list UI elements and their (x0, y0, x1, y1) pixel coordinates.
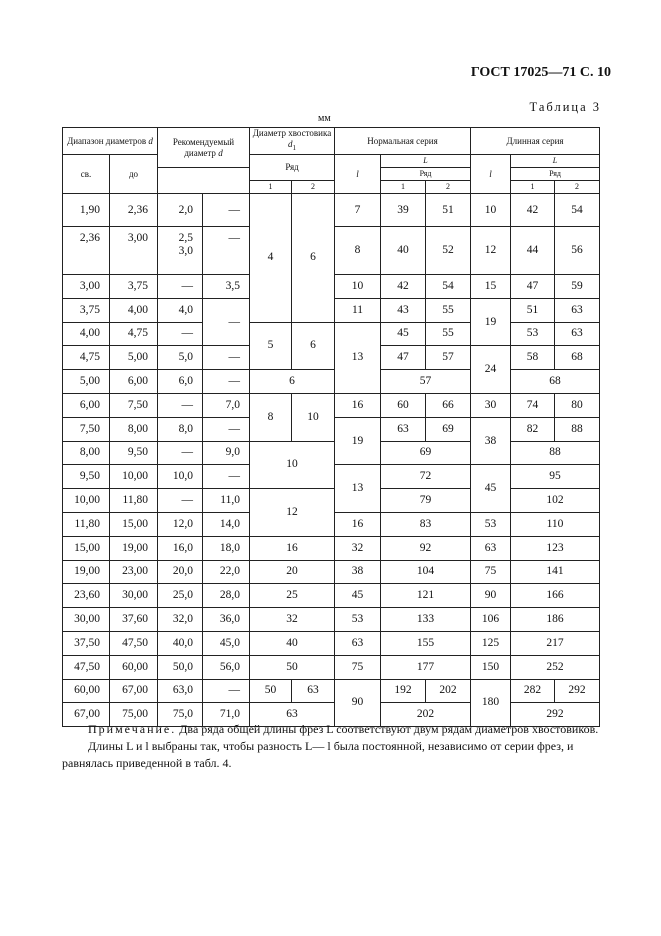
cell-rec2: 18,0 (203, 536, 250, 560)
cell-l-normal: 13 (335, 465, 381, 513)
cell-L1-long: 58 (511, 346, 555, 370)
cell-to: 3,75 (110, 275, 158, 299)
cell-l-long: 53 (471, 512, 511, 536)
dimensions-table (62, 127, 600, 727)
table-row (63, 631, 600, 655)
cell-L2-normal: 202 (426, 679, 471, 703)
cell-L2-normal: 69 (426, 417, 471, 441)
cell-rec2: 3,5 (203, 275, 250, 299)
cell-L-normal: 155 (381, 631, 471, 655)
cell-L2-long: 54 (555, 194, 600, 227)
cell-rec1: 5,0 (158, 346, 203, 370)
cell-L1-long: 53 (511, 322, 555, 346)
cell-L-long: 292 (511, 703, 600, 727)
cell-l-long: 30 (471, 393, 511, 417)
cell-rec1: 63,0 (158, 679, 203, 703)
cell-l-long: 15 (471, 275, 511, 299)
cell-l-normal: 19 (335, 417, 381, 465)
cell-rec1: 16,0 (158, 536, 203, 560)
cell-rec1: 8,0 (158, 417, 203, 441)
cell-l-normal: 16 (335, 393, 381, 417)
cell-l-long: 63 (471, 536, 511, 560)
cell-to: 47,50 (110, 631, 158, 655)
cell-L-normal: 72 (381, 465, 471, 489)
col-recommended-empty (158, 168, 250, 194)
cell-rec1: 50,0 (158, 655, 203, 679)
cell-from: 8,00 (63, 441, 110, 465)
cell-from: 4,00 (63, 322, 110, 346)
cell-L1-normal: 47 (381, 346, 426, 370)
cell-rec1: — (158, 489, 203, 513)
cell-to: 2,36 (110, 194, 158, 227)
cell-shank-1: 8 (250, 393, 292, 441)
table-row (63, 194, 600, 227)
unit-label: мм (318, 113, 331, 124)
cell-L-normal: 69 (381, 441, 471, 465)
cell-rec2: — (203, 417, 250, 441)
cell-L2-normal: 55 (426, 322, 471, 346)
table-caption: Таблица 3 (529, 100, 601, 114)
cell-l-normal: 13 (335, 322, 381, 393)
cell-L2-long: 292 (555, 679, 600, 703)
col-normal-row: Ряд (381, 168, 471, 181)
cell-rec1: 20,0 (158, 560, 203, 584)
cell-from: 37,50 (63, 631, 110, 655)
cell-L1-normal: 39 (381, 194, 426, 227)
cell-L-normal: 83 (381, 512, 471, 536)
cell-from: 23,60 (63, 584, 110, 608)
cell-l-normal: 7 (335, 194, 381, 227)
cell-L-long: 88 (511, 441, 600, 465)
col-shank-row-1: 1 (250, 181, 292, 194)
col-normal-row-1: 1 (381, 181, 426, 194)
col-long-row: Ряд (511, 168, 600, 181)
cell-rec2: 22,0 (203, 560, 250, 584)
table-row (63, 441, 600, 465)
col-to: до (110, 155, 158, 194)
cell-L1-long: 51 (511, 298, 555, 322)
col-l-normal: l (335, 155, 381, 194)
cell-L2-long: 88 (555, 417, 600, 441)
cell-L-long: 141 (511, 560, 600, 584)
col-l-long: l (471, 155, 511, 194)
col-L-normal: L (381, 155, 471, 168)
cell-L-long: 123 (511, 536, 600, 560)
note-line-1: Примечание. Два ряда общей длины фрез L соответствуют двум рядам диаметров хвостовиков. (88, 722, 599, 736)
cell-from: 3,75 (63, 298, 110, 322)
cell-l-normal: 38 (335, 560, 381, 584)
cell-from: 3,00 (63, 275, 110, 299)
cell-L2-long: 80 (555, 393, 600, 417)
cell-l-long: 90 (471, 584, 511, 608)
cell-shank: 20 (250, 560, 335, 584)
cell-L-normal: 92 (381, 536, 471, 560)
cell-to: 75,00 (110, 703, 158, 727)
cell-L1-normal: 42 (381, 275, 426, 299)
cell-rec1: — (158, 441, 203, 465)
cell-shank: 63 (250, 703, 335, 727)
page-header: ГОСТ 17025—71 С. 10 (470, 65, 611, 80)
cell-L2-normal: 55 (426, 298, 471, 322)
cell-L-long: 95 (511, 465, 600, 489)
cell-L2-normal: 54 (426, 275, 471, 299)
cell-to: 23,00 (110, 560, 158, 584)
cell-rec1: 4,0 (158, 298, 203, 322)
cell-l-long: 75 (471, 560, 511, 584)
cell-L-long: 252 (511, 655, 600, 679)
cell-l-long: 150 (471, 655, 511, 679)
cell-from: 30,00 (63, 608, 110, 632)
table-row (63, 393, 600, 417)
cell-l-long: 125 (471, 631, 511, 655)
cell-L-long: 186 (511, 608, 600, 632)
cell-L1-long: 82 (511, 417, 555, 441)
cell-l-long: 38 (471, 417, 511, 465)
cell-shank: 40 (250, 631, 335, 655)
cell-shank: 12 (250, 489, 335, 537)
cell-from: 47,50 (63, 655, 110, 679)
cell-shank-2: 6 (292, 194, 335, 323)
cell-L-normal: 133 (381, 608, 471, 632)
cell-rec2: 36,0 (203, 608, 250, 632)
cell-to: 9,50 (110, 441, 158, 465)
cell-shank-1: 50 (250, 679, 292, 703)
cell-shank: 32 (250, 608, 335, 632)
cell-L1-long: 47 (511, 275, 555, 299)
cell-to: 6,00 (110, 370, 158, 394)
cell-to: 4,00 (110, 298, 158, 322)
cell-from: 1,90 (63, 194, 110, 227)
cell-from: 5,00 (63, 370, 110, 394)
cell-shank-2: 6 (292, 322, 335, 370)
cell-rec2: — (203, 194, 250, 227)
col-recommended: Рекомендуемый диаметр d (158, 128, 250, 168)
cell-l-normal: 11 (335, 298, 381, 322)
cell-L-normal: 57 (381, 370, 471, 394)
cell-to: 4,75 (110, 322, 158, 346)
table-row (63, 655, 600, 679)
cell-rec2: 28,0 (203, 584, 250, 608)
cell-L2-long: 56 (555, 227, 600, 275)
table-row (63, 560, 600, 584)
cell-to: 5,00 (110, 346, 158, 370)
cell-shank-2: 63 (292, 679, 335, 703)
cell-from: 6,00 (63, 393, 110, 417)
cell-L2-long: 59 (555, 275, 600, 299)
cell-to: 60,00 (110, 655, 158, 679)
cell-rec1: 6,0 (158, 370, 203, 394)
cell-l-normal: 32 (335, 536, 381, 560)
cell-from: 4,75 (63, 346, 110, 370)
note-line-2: Длины L и l выбраны так, чтобы разность L— l была постоянной, независимо от серии фрез, и равнялась приведенной в табл. 4. (62, 739, 574, 770)
table-row (63, 489, 600, 513)
cell-L-long: 68 (511, 370, 600, 394)
col-normal-row-2: 2 (426, 181, 471, 194)
table-row (63, 322, 600, 346)
cell-shank: 50 (250, 655, 335, 679)
cell-rec1: — (158, 322, 203, 346)
table-row (63, 536, 600, 560)
cell-rec2: 71,0 (203, 703, 250, 727)
cell-l-normal: 63 (335, 631, 381, 655)
cell-shank-1: 5 (250, 322, 292, 370)
cell-rec2: — (203, 227, 250, 275)
table-row (63, 370, 600, 394)
cell-L1-normal: 43 (381, 298, 426, 322)
cell-l-normal: 53 (335, 608, 381, 632)
cell-rec2: 14,0 (203, 512, 250, 536)
cell-from: 2,36 (63, 227, 110, 275)
cell-L2-normal: 66 (426, 393, 471, 417)
cell-to: 3,00 (110, 227, 158, 275)
cell-rec1: 10,0 (158, 465, 203, 489)
cell-rec2: 9,0 (203, 441, 250, 465)
cell-l-long: 10 (471, 194, 511, 227)
cell-L1-long: 74 (511, 393, 555, 417)
col-shank: Диаметр хвостовика $d_1$ (250, 128, 335, 155)
cell-from: 67,00 (63, 703, 110, 727)
cell-l-long: 45 (471, 465, 511, 513)
cell-rec1: 2,0 (158, 194, 203, 227)
cell-L2-long: 68 (555, 346, 600, 370)
cell-L1-long: 282 (511, 679, 555, 703)
cell-L-normal: 202 (381, 703, 471, 727)
cell-rec2: — (203, 346, 250, 370)
cell-shank: 6 (250, 370, 335, 394)
cell-shank-1: 4 (250, 194, 292, 323)
cell-l-long: 19 (471, 298, 511, 346)
cell-L1-normal: 192 (381, 679, 426, 703)
cell-l-normal: 10 (335, 275, 381, 299)
cell-l-normal: 75 (335, 655, 381, 679)
cell-from: 15,00 (63, 536, 110, 560)
cell-L-long: 110 (511, 512, 600, 536)
cell-to: 67,00 (110, 679, 158, 703)
table-row (63, 608, 600, 632)
cell-L2-long: 63 (555, 298, 600, 322)
cell-L-normal: 121 (381, 584, 471, 608)
cell-L-long: 166 (511, 584, 600, 608)
cell-l-long: 12 (471, 227, 511, 275)
cell-L1-normal: 63 (381, 417, 426, 441)
cell-to: 11,80 (110, 489, 158, 513)
cell-l-normal: 8 (335, 227, 381, 275)
cell-rec2: 56,0 (203, 655, 250, 679)
cell-shank-2: 10 (292, 393, 335, 441)
cell-L1-normal: 60 (381, 393, 426, 417)
cell-l-normal: 45 (335, 584, 381, 608)
cell-L-normal: 104 (381, 560, 471, 584)
cell-l-long: 24 (471, 346, 511, 394)
col-normal-series: Нормальная серия (335, 128, 471, 155)
col-L-long: L (511, 155, 600, 168)
col-long-series: Длинная серия (471, 128, 600, 155)
table-row (63, 679, 600, 703)
cell-rec1: 40,0 (158, 631, 203, 655)
cell-rec1: 75,0 (158, 703, 203, 727)
cell-rec1: — (158, 393, 203, 417)
cell-rec1: — (158, 275, 203, 299)
cell-from: 19,00 (63, 560, 110, 584)
cell-l-long: 106 (471, 608, 511, 632)
cell-L1-long: 44 (511, 227, 555, 275)
cell-to: 30,00 (110, 584, 158, 608)
cell-L1-normal: 45 (381, 322, 426, 346)
cell-l-normal: 90 (335, 679, 381, 727)
cell-to: 19,00 (110, 536, 158, 560)
cell-L2-normal: 51 (426, 194, 471, 227)
col-long-row-1: 1 (511, 181, 555, 194)
cell-rec2: 11,0 (203, 489, 250, 513)
cell-rec2: — (203, 370, 250, 394)
cell-L1-long: 42 (511, 194, 555, 227)
cell-L2-normal: 57 (426, 346, 471, 370)
cell-to: 8,00 (110, 417, 158, 441)
note-label: Примечание. (88, 722, 177, 736)
cell-from: 7,50 (63, 417, 110, 441)
col-range: Диапазон диаметров d (63, 128, 158, 155)
cell-to: 7,50 (110, 393, 158, 417)
cell-to: 37,60 (110, 608, 158, 632)
col-shank-row: Ряд (250, 155, 335, 181)
cell-L-long: 217 (511, 631, 600, 655)
table-note (62, 721, 602, 772)
cell-rec2: 45,0 (203, 631, 250, 655)
cell-L2-normal: 52 (426, 227, 471, 275)
cell-to: 15,00 (110, 512, 158, 536)
cell-L-normal: 79 (381, 489, 471, 513)
cell-rec1: 2,5 3,0 (158, 227, 203, 275)
cell-rec2: — (203, 465, 250, 489)
cell-from: 10,00 (63, 489, 110, 513)
cell-L1-normal: 40 (381, 227, 426, 275)
cell-L-long: 102 (511, 489, 600, 513)
cell-l-normal: 16 (335, 512, 381, 536)
cell-rec1: 32,0 (158, 608, 203, 632)
cell-rec2: — (203, 679, 250, 703)
cell-from: 11,80 (63, 512, 110, 536)
cell-rec1: 25,0 (158, 584, 203, 608)
table-row (63, 584, 600, 608)
cell-rec2: — (203, 298, 250, 346)
cell-rec1: 12,0 (158, 512, 203, 536)
cell-shank: 16 (250, 536, 335, 560)
col-long-row-2: 2 (555, 181, 600, 194)
col-from: св. (63, 155, 110, 194)
cell-L-normal: 177 (381, 655, 471, 679)
cell-rec2: 7,0 (203, 393, 250, 417)
col-shank-row-2: 2 (292, 181, 335, 194)
cell-L2-long: 63 (555, 322, 600, 346)
cell-shank: 25 (250, 584, 335, 608)
cell-l-long: 180 (471, 679, 511, 727)
cell-shank: 10 (250, 441, 335, 489)
cell-from: 9,50 (63, 465, 110, 489)
cell-to: 10,00 (110, 465, 158, 489)
cell-from: 60,00 (63, 679, 110, 703)
